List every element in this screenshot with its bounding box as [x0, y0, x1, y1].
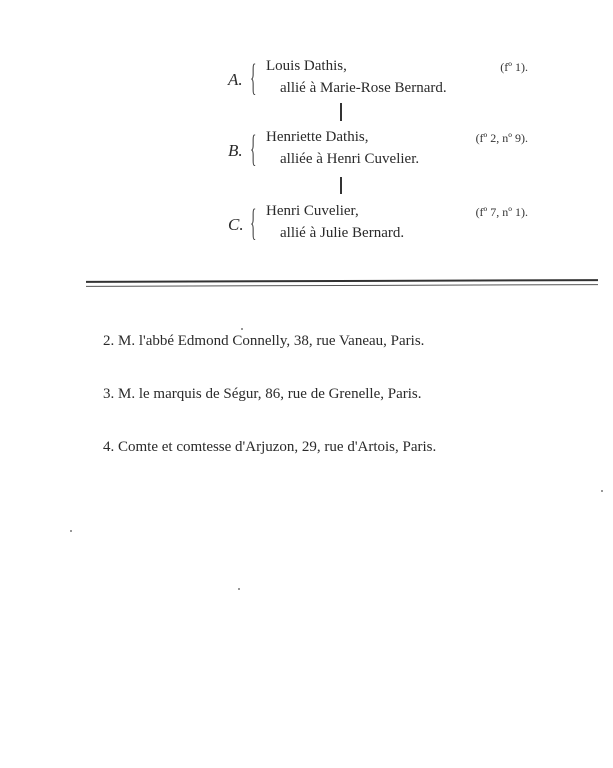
brace-icon: {	[250, 57, 257, 99]
entry-spouse: allié à Marie-Rose Bernard.	[280, 80, 447, 96]
paper-speck	[601, 490, 603, 492]
brace-icon: {	[250, 128, 257, 170]
paper-speck	[241, 328, 243, 330]
entry-letter: B.	[228, 141, 243, 160]
lineage-connector	[340, 177, 342, 194]
address-line-2: 2. M. l'abbé Edmond Connelly, 38, rue Vaneau, Paris.	[103, 333, 425, 349]
entry-name: Henriette Dathis,	[266, 129, 369, 145]
section-divider-thin	[86, 284, 598, 287]
entry-reference: (fº 1).	[500, 60, 528, 74]
genealogy-entry-a	[228, 58, 528, 106]
paper-speck	[238, 588, 240, 590]
entry-letter: C.	[228, 215, 244, 234]
genealogy-entry-b	[228, 129, 528, 177]
entry-letter: A.	[228, 70, 243, 89]
address-line-3: 3. M. le marquis de Ségur, 86, rue de Grenelle, Paris.	[103, 386, 422, 402]
brace-icon: {	[250, 202, 257, 244]
genealogy-entry-c	[228, 203, 528, 251]
entry-name: Louis Dathis,	[266, 58, 347, 74]
lineage-connector	[340, 103, 342, 121]
entry-spouse: allié à Julie Bernard.	[280, 225, 405, 241]
entry-reference: (fº 7, nº 1).	[475, 205, 528, 219]
section-divider	[86, 279, 598, 283]
paper-speck	[70, 530, 72, 532]
entry-name: Henri Cuvelier,	[266, 203, 359, 219]
address-line-4: 4. Comte et comtesse d'Arjuzon, 29, rue d'Artois, Paris.	[103, 439, 437, 455]
entry-spouse: alliée à Henri Cuvelier.	[280, 151, 420, 167]
entry-reference: (fº 2, nº 9).	[475, 131, 528, 145]
